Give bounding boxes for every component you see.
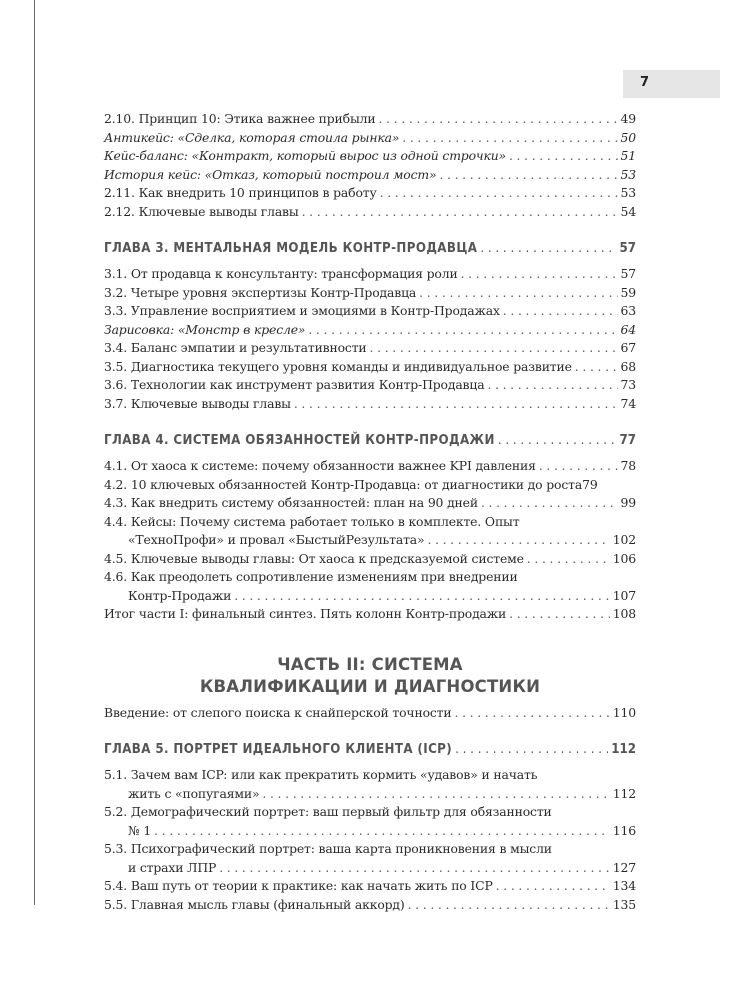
entry-title-line2: жить с «попугаями» — [128, 785, 260, 801]
dot-leader — [379, 110, 618, 129]
toc-entry-4-1[interactable] — [104, 457, 636, 476]
entry-title-line1: 4.6. Как преодолеть сопротивление изменениям при внедрении — [104, 569, 518, 584]
entry-title-line2: «ТехноПрофи» и провал «БыстыйРезультата» — [128, 532, 425, 547]
chapter-title: ГЛАВА 5. ПОРТРЕТ ИДЕАЛЬНОГО КЛИЕНТА (ICP) — [104, 742, 453, 757]
dot-leader — [498, 431, 617, 451]
chapter-page: 57 — [619, 241, 636, 256]
toc-entry-ch3-4[interactable] — [104, 339, 636, 358]
entry-page: 135 — [612, 896, 636, 912]
toc-entry-ch3-6[interactable] — [104, 376, 636, 395]
entry-title: 3.5. Диагностика текущего уровня команды и индивидуальное развитие — [104, 358, 572, 374]
entry-title: 2.10. Принцип 10: Этика важнее прибыли — [104, 111, 376, 126]
entry-page: 67 — [620, 340, 636, 355]
entry-title-line2: Контр-Продажи — [128, 587, 232, 603]
dot-leader — [480, 239, 616, 259]
entry-page: 107 — [612, 587, 636, 603]
toc-entry-ch3-2[interactable] — [104, 302, 636, 321]
chapter-title: ГЛАВА 3. МЕНТАЛЬНАЯ МОДЕЛЬ КОНТР-ПРОДАВЦА — [104, 241, 478, 256]
dot-leader — [302, 203, 618, 222]
entry-page: 106 — [612, 550, 636, 566]
toc-entry-5-2[interactable] — [104, 803, 636, 840]
entry-page: 99 — [620, 495, 636, 510]
entry-page: 63 — [620, 303, 636, 318]
entry-page: 49 — [620, 111, 636, 126]
toc-entry-4-6[interactable] — [104, 568, 636, 605]
entry-title: 4.3. Как внедрить систему обязанностей: план на 90 дней — [104, 495, 478, 510]
toc-entry-5-1[interactable] — [104, 766, 636, 803]
dot-leader — [496, 877, 610, 896]
toc-entry-part1-summary[interactable] — [104, 605, 636, 624]
toc-section-chapter3 — [104, 265, 636, 413]
entry-title: Кейс-баланс: «Контракт, который вырос из одной строчки» — [104, 148, 506, 163]
entry-page: 57 — [620, 266, 636, 281]
entry-page: 53 — [620, 185, 636, 200]
entry-title-line2: № 1 — [128, 822, 152, 838]
dot-leader — [487, 376, 617, 395]
page-number: 7 — [640, 75, 650, 90]
entry-title: 4.5. Ключевые выводы главы: От хаоса к предсказуемой системе — [104, 550, 524, 566]
entry-title-line1: 5.1. Зачем вам ICP: или как прекратить кормить «удавов» и начать — [104, 767, 538, 782]
entry-title: 3.1. От продавца к консультанту: трансформация роли — [104, 266, 458, 281]
dot-leader — [575, 358, 618, 377]
entry-page: 134 — [612, 878, 636, 893]
entry-title: 2.11. Как внедрить 10 принципов в работу — [104, 185, 377, 200]
dot-leader — [427, 531, 609, 550]
entry-page: 50 — [620, 129, 636, 145]
toc-entry-ch3-7[interactable] — [104, 395, 636, 414]
toc-entry-5-5[interactable] — [104, 896, 636, 915]
dot-leader — [370, 339, 618, 358]
entry-title: Зарисовка: «Монстр в кресле» — [104, 321, 306, 337]
entry-title-line1: 5.3. Психографический портрет: ваша карта проникновения в мысли — [104, 841, 552, 856]
dot-leader — [262, 785, 609, 804]
entry-page: 68 — [620, 358, 636, 374]
entry-page: 110 — [612, 704, 636, 720]
entry-page: 64 — [620, 321, 636, 337]
toc-entry-5-4[interactable] — [104, 877, 636, 896]
dot-leader — [455, 740, 608, 760]
chapter-page: 77 — [619, 433, 636, 448]
dot-leader — [308, 321, 617, 340]
toc-entry-4-5[interactable] — [104, 550, 636, 569]
entry-page: 73 — [620, 377, 636, 392]
entry-title: 4.1. От хаоса к системе: почему обязанности важнее KPI давления — [104, 458, 536, 473]
entry-title: Антикейс: «Сделка, которая стоила рынка» — [104, 129, 400, 145]
entry-title: 3.2. Четыре уровня экспертизы Контр-Продавца — [104, 284, 417, 300]
dot-leader — [408, 896, 610, 915]
dot-leader — [461, 265, 618, 284]
dot-leader — [539, 457, 618, 476]
toc-entry-4-3[interactable] — [104, 494, 636, 513]
dot-leader — [402, 129, 617, 148]
entry-page: 112 — [612, 785, 636, 801]
dot-leader — [439, 166, 617, 185]
dot-leader — [509, 605, 610, 624]
chapter-heading-5[interactable] — [104, 740, 636, 760]
chapter-heading-3[interactable] — [104, 239, 636, 259]
entry-title: 3.6. Технологии как инструмент развития Контр-Продавца — [104, 377, 485, 392]
chapter-title: ГЛАВА 4. СИСТЕМА ОБЯЗАННОСТЕЙ КОНТР-ПРОДАЖИ — [104, 433, 495, 448]
entry-title-line2: и страхи ЛПР — [128, 859, 217, 875]
dot-leader — [455, 704, 610, 723]
part-heading-2 — [104, 654, 636, 698]
toc-entry-ch2-2[interactable] — [104, 147, 636, 166]
dot-leader — [234, 587, 610, 606]
chapter-heading-4[interactable] — [104, 431, 636, 451]
entry-page: 78 — [620, 458, 636, 473]
toc-entry-ch2-5[interactable] — [104, 203, 636, 222]
entry-page: 108 — [612, 606, 636, 621]
entry-title-line1: 4.4. Кейсы: Почему система работает только в комплекте. Опыт — [104, 513, 520, 529]
entry-title-line1: 5.2. Демографический портрет: ваш первый фильтр для обязанности — [104, 804, 552, 819]
entry-title: 5.4. Ваш путь от теории к практике: как начать жить по ICP — [104, 878, 493, 893]
table-of-contents — [104, 110, 636, 914]
toc-entry-4-4[interactable] — [104, 513, 636, 550]
entry-page: 79 — [582, 476, 598, 492]
dot-leader — [294, 395, 618, 414]
toc-entry-4-2[interactable] — [104, 476, 636, 495]
entry-title: 3.3. Управление восприятием и эмоциями в Контр-Продажах — [104, 303, 500, 318]
part-title-line2: КВАЛИФИКАЦИИ И ДИАГНОСТИКИ — [199, 676, 541, 696]
page-number-tab — [623, 70, 720, 98]
dot-leader — [509, 147, 618, 166]
toc-section-chapter4 — [104, 457, 636, 624]
toc-entry-part2-intro[interactable] — [104, 704, 636, 723]
toc-section-chapter2-tail — [104, 110, 636, 221]
toc-entry-ch2-3[interactable] — [104, 166, 636, 185]
dot-leader — [219, 859, 610, 878]
entry-title: 3.4. Баланс эмпатии и результативности — [104, 340, 367, 355]
entry-page: 53 — [620, 166, 636, 182]
entry-title: 5.5. Главная мысль главы (финальный аккорд) — [104, 896, 405, 912]
dot-leader — [481, 494, 618, 513]
toc-entry-ch2-0[interactable] — [104, 110, 636, 129]
entry-title: 3.7. Ключевые выводы главы — [104, 395, 291, 411]
entry-page: 127 — [612, 859, 636, 875]
toc-entry-ch2-1[interactable] — [104, 129, 636, 148]
toc-entry-ch3-0[interactable] — [104, 265, 636, 284]
entry-title: Итог части I: финальный синтез. Пять колонн Контр-продажи — [104, 606, 507, 621]
dot-leader — [503, 302, 618, 321]
entry-page: 59 — [620, 284, 636, 300]
dot-leader — [527, 550, 610, 569]
dot-leader — [154, 822, 610, 841]
entry-title: 4.2. 10 ключевых обязанностей Контр-Продавца: от диагностики до роста — [104, 476, 583, 492]
dot-leader — [419, 284, 617, 303]
entry-page: 116 — [612, 822, 636, 838]
toc-entry-ch3-1[interactable] — [104, 284, 636, 303]
entry-page: 51 — [620, 148, 636, 163]
entry-title: Введение: от слепого поиска к снайперской точности — [104, 704, 452, 720]
part-title-line1: ЧАСТЬ II: СИСТЕМА — [277, 654, 463, 674]
toc-entry-5-3[interactable] — [104, 840, 636, 877]
toc-entry-ch3-3[interactable] — [104, 321, 636, 340]
toc-section-chapter5 — [104, 766, 636, 914]
entry-title: История кейс: «Отказ, который построил мост» — [104, 166, 437, 182]
page-spine-line — [34, 0, 35, 905]
dot-leader — [380, 184, 618, 203]
entry-page: 74 — [620, 395, 636, 411]
toc-entry-ch2-4[interactable] — [104, 184, 636, 203]
entry-page: 54 — [620, 203, 636, 219]
entry-page: 102 — [612, 532, 636, 547]
toc-entry-ch3-5[interactable] — [104, 358, 636, 377]
chapter-page: 112 — [611, 742, 636, 757]
entry-title: 2.12. Ключевые выводы главы — [104, 203, 299, 219]
